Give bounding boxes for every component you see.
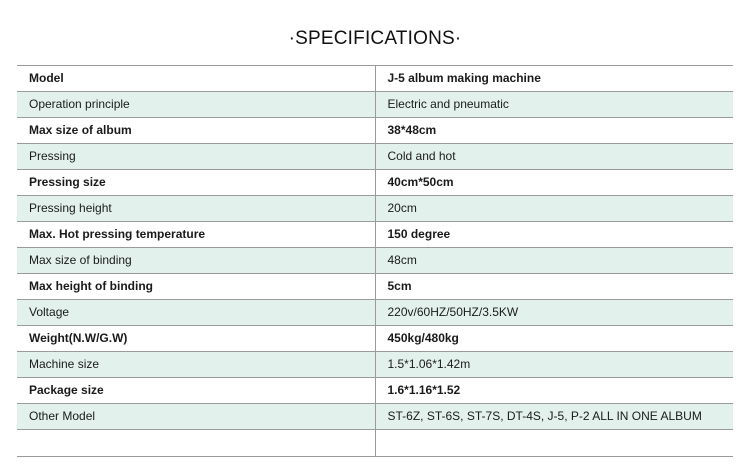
- table-row: [17, 144, 733, 170]
- spec-value: Cold and hot: [375, 144, 733, 170]
- table-row: [17, 248, 733, 274]
- table-row: [17, 274, 733, 300]
- spec-label: Max. Hot pressing temperature: [17, 222, 375, 248]
- table-row: [17, 352, 733, 378]
- spec-label: Weight(N.W/G.W): [17, 326, 375, 352]
- table-row: [17, 326, 733, 352]
- spec-label: Pressing height: [17, 196, 375, 222]
- spec-value: 150 degree: [375, 222, 733, 248]
- spec-value: 40cm*50cm: [375, 170, 733, 196]
- spec-label: Max size of binding: [17, 248, 375, 274]
- spec-value: Electric and pneumatic: [375, 92, 733, 118]
- table-row: [17, 118, 733, 144]
- table-row: [17, 300, 733, 326]
- table-row: [17, 404, 733, 430]
- table-row: [17, 222, 733, 248]
- spec-label: Pressing: [17, 144, 375, 170]
- spec-label: Model: [17, 66, 375, 92]
- spec-label: Machine size: [17, 352, 375, 378]
- table-row: [17, 196, 733, 222]
- table-row: [17, 378, 733, 404]
- spec-label: Package size: [17, 378, 375, 404]
- spec-value: 38*48cm: [375, 118, 733, 144]
- spec-label: Operation principle: [17, 92, 375, 118]
- spec-value: 5cm: [375, 274, 733, 300]
- spec-value: 48cm: [375, 248, 733, 274]
- specifications-table: [17, 65, 733, 457]
- spec-label: Voltage: [17, 300, 375, 326]
- spec-value: J-5 album making machine: [375, 66, 733, 92]
- spec-label: Max size of album: [17, 118, 375, 144]
- table-row: [17, 170, 733, 196]
- spec-value: 20cm: [375, 196, 733, 222]
- spec-value: 1.6*1.16*1.52: [375, 378, 733, 404]
- table-row: [17, 430, 733, 457]
- spec-value: 1.5*1.06*1.42m: [375, 352, 733, 378]
- spec-label: Other Model: [17, 404, 375, 430]
- table-row: [17, 66, 733, 92]
- spec-value: [375, 430, 733, 457]
- spec-value: ST-6Z, ST-6S, ST-7S, DT-4S, J-5, P-2 ALL IN ONE ALBUM: [375, 404, 733, 430]
- spec-label: Pressing size: [17, 170, 375, 196]
- spec-value: 220v/60HZ/50HZ/3.5KW: [375, 300, 733, 326]
- table-row: [17, 92, 733, 118]
- spec-label: Max height of binding: [17, 274, 375, 300]
- spec-value: 450kg/480kg: [375, 326, 733, 352]
- page-title: ·SPECIFICATIONS·: [288, 28, 462, 49]
- spec-label: [17, 430, 375, 457]
